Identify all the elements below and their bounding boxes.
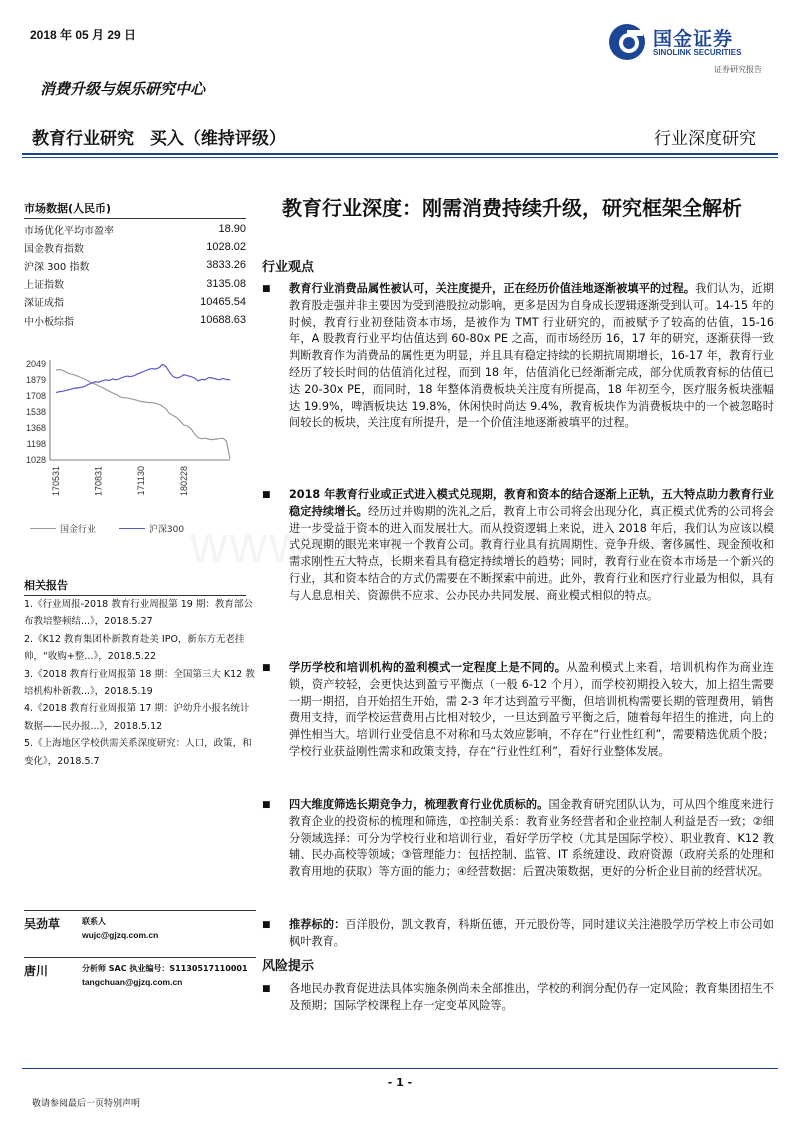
legend-swatch <box>119 528 145 529</box>
view-bullet <box>262 917 774 951</box>
related-report-link[interactable]: 5.《上海地区学校供需关系深度研究：人口，政策，和变化》，2018.5.7 <box>24 738 252 767</box>
y-tick-label: 1708 <box>25 391 46 402</box>
header-divider <box>22 153 778 155</box>
footer-divider <box>22 1068 778 1069</box>
market-row <box>24 293 246 311</box>
sinolink-logo-icon <box>607 22 647 62</box>
x-tick-label: 171130 <box>136 466 147 496</box>
y-tick-label: 1538 <box>25 407 46 418</box>
legend-item <box>30 522 96 535</box>
analyst-email[interactable]: wujc@gjzq.com.cn <box>82 930 159 940</box>
y-tick-label: 2049 <box>25 359 46 369</box>
index-trend-chart <box>20 352 250 512</box>
x-tick-label: 180228 <box>178 466 189 497</box>
bullet-body: 从盈利模式上来看，培训机构作为商业连锁，资产较轻，会更快达到盈亏平衡点（一般 6-12 个月），而学校初期投入较大，加上招生需要一期一期招，自开始招生开始，需 2-3 年才达到盈亏平衡，但培训机构需要长期的管理费用，销售费用支持，而学校运营费用占比相对较少，一旦达到盈亏平衡之后，随着每年招生的推进，向上的弹性相当大。培训行业受信息不对称和马太效应影响，不存在“行业性红利”，需要精选优质个股；学校行业获益刚性需求和政策支持，存在“行业性红利”，看好行业整体发展。 <box>289 661 774 758</box>
legend-label: 国金行业 <box>60 525 97 535</box>
header-divider-thin <box>22 157 778 158</box>
logo-chinese-name: 国金证券 <box>653 28 734 50</box>
related-report-link[interactable]: 4.《2018 教育行业周报第 17 期：沪幼升小报名统计数据——民办报...》，2018.5.12 <box>24 703 250 732</box>
view-bullet <box>262 797 774 881</box>
market-label: 市场优化平均市盈率 <box>24 225 114 237</box>
rating-line <box>32 124 296 149</box>
disclaimer: 敬请参阅最后一页特别声明 <box>32 1099 141 1109</box>
market-label: 上证指数 <box>24 280 64 292</box>
analyst-role: 联系人 <box>82 917 106 926</box>
bullet-body: 我们认为，近期教育股走强并非主要因为受到港股拉动影响，更多是因为自身成长逻辑逐渐受到认可。14-15 年的时候，教育行业初登陆资本市场，是被作为 TMT 行业研究的，而被赋予了较高的估值，15-16 年，A 股教育行业平均估值达到 60-80x PE 之高，而市场经历 16，17 年的研究，逐渐获得一致判断教育作为消费品的属性更为明显，并且具有稳定持续的长期抗周期增长，16-17 年，教育行业经历了较长时间的估值消化过程，而到 18 年，估值消化已经渐渐完成，部分优质教育标的估值已达 20-30x PE，而同时，18 年整体消费板块关注度有所提高，18 年初至今，医疗服务板块涨幅达 19.9%，啤酒板块达 19.8%，休闲快时尚达 9.4%，教育板块作为消费板块中的一个被忽略时间较长的板块，关注度有所提升，是一个价值洼地逐渐被填平的过程。 <box>289 282 774 430</box>
report-date: 2018 年 05 月 29 日 <box>30 28 137 42</box>
x-tick-label: 170831 <box>93 466 104 497</box>
market-row <box>24 238 246 256</box>
bullet-lead: 教育行业消费品属性被认可，关注度提升，正在经历价值洼地逐渐被填平的过程。 <box>289 282 696 295</box>
market-value: 3135.08 <box>206 277 246 290</box>
report-type: 行业深度研究 <box>654 129 756 149</box>
analyst-entry <box>24 910 256 957</box>
related-report-link[interactable]: 1.《行业周报-2018 教育行业周报第 19 期：教育部公布教培整顿结...》，2018.5.27 <box>24 599 253 628</box>
market-row <box>24 220 246 238</box>
bullet-square-icon: ■ <box>262 284 271 294</box>
bullet-body: 国金教育研究团队认为，可从四个维度来进行教育企业的投资标的梳理和筛选，①控制关系：教育业务经营者和企业控制人利益是否一致；②细分领域选择：可分为学校行业和培训行业，看好学历学校（尤其是国际学校）、职业教育、K12 教辅、民办高校等领域；③管理能力：包括控制、监管、IT 系统建设、政府资源（政府关系的处理和教育用地的获取）等方面的能力；④经营数据：后置决策数据，更好的分析企业目前的经营状况。 <box>289 798 774 879</box>
market-row <box>24 311 246 329</box>
bullet-lead: 四大维度筛选长期竞争力，梳理教育行业优质标的。 <box>289 798 549 811</box>
x-tick-label: 170531 <box>51 466 61 497</box>
risk-heading: 风险提示 <box>262 959 315 974</box>
market-value: 10688.63 <box>200 314 246 327</box>
industry-research-label: 教育行业研究 <box>32 129 134 149</box>
analyst-name: 吴劲草 <box>24 917 61 931</box>
bullet-square-icon: ■ <box>262 984 271 994</box>
market-value: 3833.26 <box>206 259 246 272</box>
y-tick-label: 1879 <box>25 374 46 385</box>
view-bullet <box>262 660 774 761</box>
industry-view-heading: 行业观点 <box>262 260 315 275</box>
bullet-lead: 2018 年教育行业或正式进入模式兑现期，教育和资本的结合逐渐上正轨，五大特点助力教育行业稳定持续增长。 <box>289 488 774 518</box>
market-value: 1028.02 <box>206 241 246 254</box>
bullet-square-icon: ■ <box>262 663 271 673</box>
watermark <box>190 515 670 575</box>
related-report-link[interactable]: 3.《2018 教育行业周报第 18 期：全国第三大 K12 教培机构朴新教...》，2018.5.19 <box>24 668 255 698</box>
y-tick-label: 1368 <box>25 423 46 434</box>
bullet-square-icon: ■ <box>262 490 271 500</box>
bullet-square-icon: ■ <box>262 800 271 810</box>
legend-swatch <box>30 528 56 529</box>
y-tick-label: 1198 <box>26 439 46 450</box>
bullet-lead: 学历学校和培训机构的盈利模式一定程度上是不同的。 <box>289 661 567 674</box>
page-number: - 1 - <box>387 1076 413 1089</box>
analyst-role: 分析师 SAC 执业编号：S1130517110001 <box>82 964 248 973</box>
view-bullet <box>262 281 774 432</box>
bullet-square-icon: ■ <box>262 920 271 930</box>
market-data-table <box>24 220 246 329</box>
report-title: 教育行业深度：刚需消费持续升级，研究框架全解析 <box>282 196 742 220</box>
market-label: 深证成指 <box>24 298 64 310</box>
bullet-body: 百洋股份，凯文教育，科斯伍德，开元股份等，同时建议关注港股学历学校上市公司如枫叶教育。 <box>289 918 774 948</box>
related-reports-title: 相关报告 <box>24 577 246 596</box>
risk-text: 各地民办教育促进法具体实施条例尚未全部推出，学校的利润分配仍存一定风险；教育集团招生不及预期；国际学校课程上存一定变革风险等。 <box>289 982 774 1012</box>
risk-bullet <box>262 981 774 1015</box>
market-row <box>24 256 246 274</box>
related-reports-list <box>24 596 256 770</box>
market-data-title: 市场数据(人民币) <box>24 200 246 219</box>
bullet-lead: 推荐标的： <box>289 918 346 931</box>
research-center: 消费升级与娱乐研究中心 <box>40 80 206 98</box>
rating-label: 买入（维持评级） <box>149 129 286 149</box>
market-value: 18.90 <box>218 223 246 236</box>
analyst-entry <box>24 957 256 1004</box>
logo-english-name: SINOLINK SECURITIES <box>653 48 742 57</box>
analyst-block <box>24 910 256 1004</box>
analyst-email[interactable]: tangchuan@gjzq.com.cn <box>82 977 183 987</box>
bullet-body: 经历过并购期的洗礼之后，教育上市公司将会出现分化，真正模式优秀的公司将会进一步受益于资本的进入而发展壮大。而从投资逻辑上来说，进入 2018 年后，我们认为应该以模式兑现期的眼光来审视一个教育公司。教育行业具有抗周期性、竞争升级、奢侈属性、现金预收和需求刚性五大特点，长期来看具有稳定持续增长的趋势；同时，教育行业在资本市场是一个新兴的行业，其和资本结合的方式仍需要在不断探索中前进。此外，教育行业和医疗行业最为相似，具有与人息息相关、资源供不应求、公办民办共同发展、商业模式相似的特点。 <box>289 504 774 602</box>
market-label: 中小板综指 <box>24 316 74 328</box>
legend-label: 沪深300 <box>148 525 185 535</box>
market-label: 沪深 300 指数 <box>24 261 90 273</box>
series-line <box>56 370 230 459</box>
market-label: 国金教育指数 <box>24 243 84 255</box>
market-row <box>24 275 246 293</box>
legend-item <box>119 522 184 535</box>
related-report-link[interactable]: 2.《K12 教育集团朴新教育赴美 IPO，新东方无老挂帅，“收购+整...》，2018.5.22 <box>24 633 245 663</box>
analyst-name: 唐川 <box>24 964 49 978</box>
company-logo <box>607 22 767 66</box>
y-tick-label: 1028 <box>25 455 46 465</box>
report-category-label: 证券研究报告 <box>714 65 762 74</box>
market-value: 10465.54 <box>200 295 246 308</box>
